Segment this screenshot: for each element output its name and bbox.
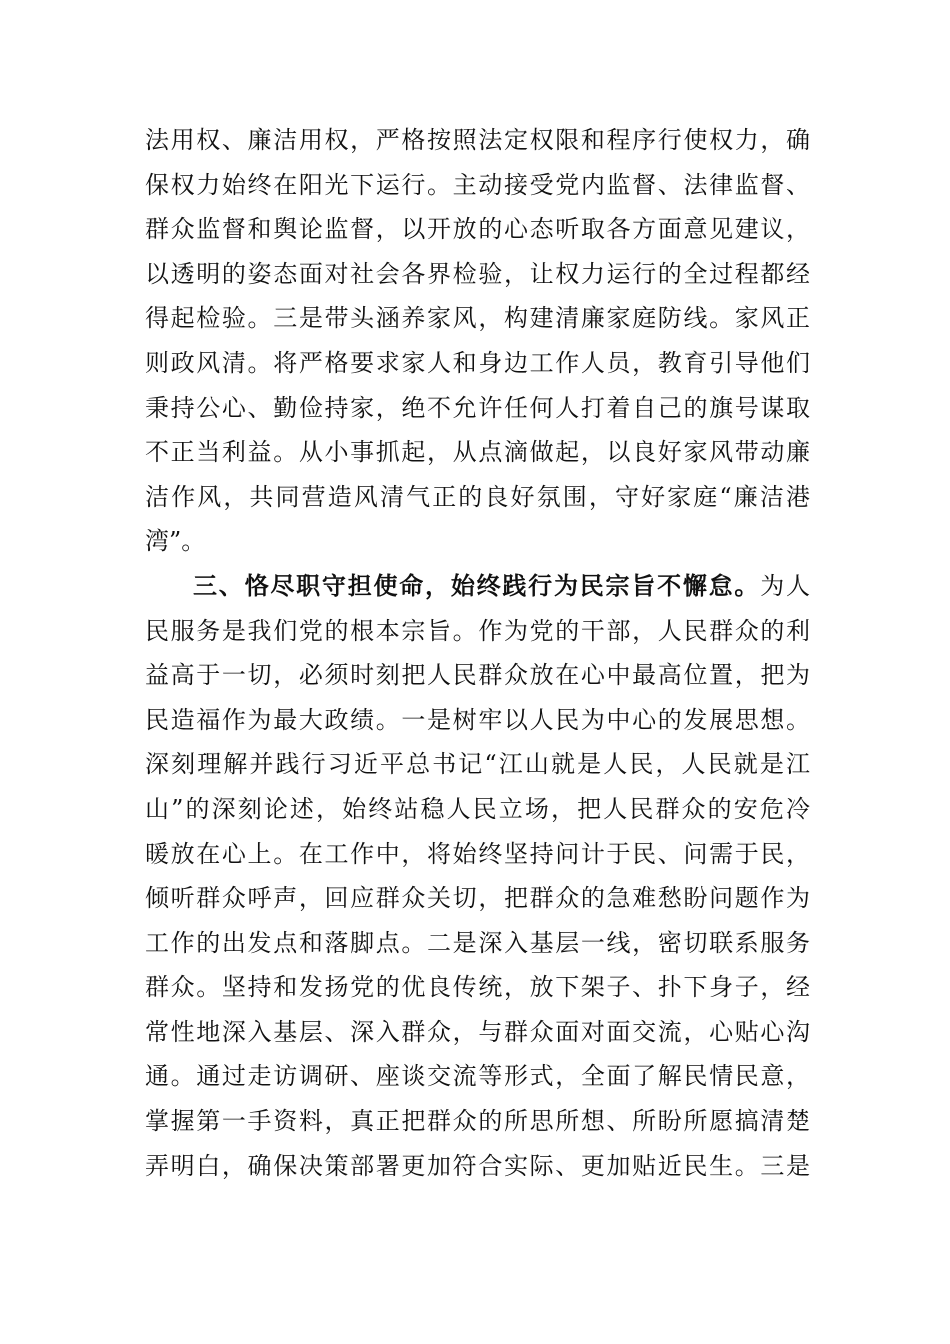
text-line: 掌握第一手资料，真正把群众的所思所想、所盼所愿搞清楚 <box>145 1107 810 1136</box>
text-line: 秉持公心、勤俭持家，绝不允许任何人打着自己的旗号谋取 <box>145 393 810 422</box>
section-3-heading: 三、恪尽职守担使命，始终践行为民宗旨不懈怠。 <box>193 571 761 600</box>
text-line: 常性地深入基层、深入群众，与群众面对面交流，心贴心沟 <box>145 1017 810 1046</box>
text-line: 工作的出发点和落脚点。二是深入基层一线，密切联系服务 <box>145 928 810 957</box>
section-3-heading-tail: 为人 <box>760 571 811 600</box>
text-line: 群众。坚持和发扬党的优良传统，放下架子、扑下身子，经 <box>145 973 810 1002</box>
text-line: 益高于一切，必须时刻把人民群众放在心中最高位置，把为 <box>145 661 810 690</box>
text-line: 弄明白，确保决策部署更加符合实际、更加贴近民生。三是 <box>145 1151 810 1180</box>
text-line: 山”的深刻论述，始终站稳人民立场，把人民群众的安危冷 <box>145 794 810 823</box>
text-line: 得起检验。三是带头涵养家风，构建清廉家庭防线。家风正 <box>145 304 810 333</box>
text-line: 湾”。 <box>145 527 206 556</box>
text-line: 则政风清。将严格要求家人和身边工作人员，教育引导他们 <box>145 348 810 377</box>
text-line: 保权力始终在阳光下运行。主动接受党内监督、法律监督、 <box>145 170 810 199</box>
text-line: 深刻理解并践行习近平总书记“江山就是人民，人民就是江 <box>145 750 810 779</box>
text-line: 群众监督和舆论监督，以开放的心态听取各方面意见建议， <box>145 215 810 244</box>
text-line: 洁作风，共同营造风清气正的良好氛围，守好家庭“廉洁港 <box>145 482 810 511</box>
text-line: 以透明的姿态面对社会各界检验，让权力运行的全过程都经 <box>145 259 810 288</box>
document-body <box>145 118 810 1188</box>
section-heading-line <box>145 564 810 609</box>
text-line: 民服务是我们党的根本宗旨。作为党的干部，人民群众的利 <box>145 616 810 645</box>
text-line: 法用权、廉洁用权，严格按照法定权限和程序行使权力，确 <box>145 126 810 154</box>
text-line: 倾听群众呼声，回应群众关切，把群众的急难愁盼问题作为 <box>145 884 810 913</box>
text-line: 暖放在心上。在工作中，将始终坚持问计于民、问需于民， <box>145 839 810 868</box>
text-line: 不正当利益。从小事抓起，从点滴做起，以良好家风带动廉 <box>145 438 810 467</box>
text-line: 通。通过走访调研、座谈交流等形式，全面了解民情民意， <box>145 1062 810 1091</box>
text-line: 民造福作为最大政绩。一是树牢以人民为中心的发展思想。 <box>145 705 810 734</box>
